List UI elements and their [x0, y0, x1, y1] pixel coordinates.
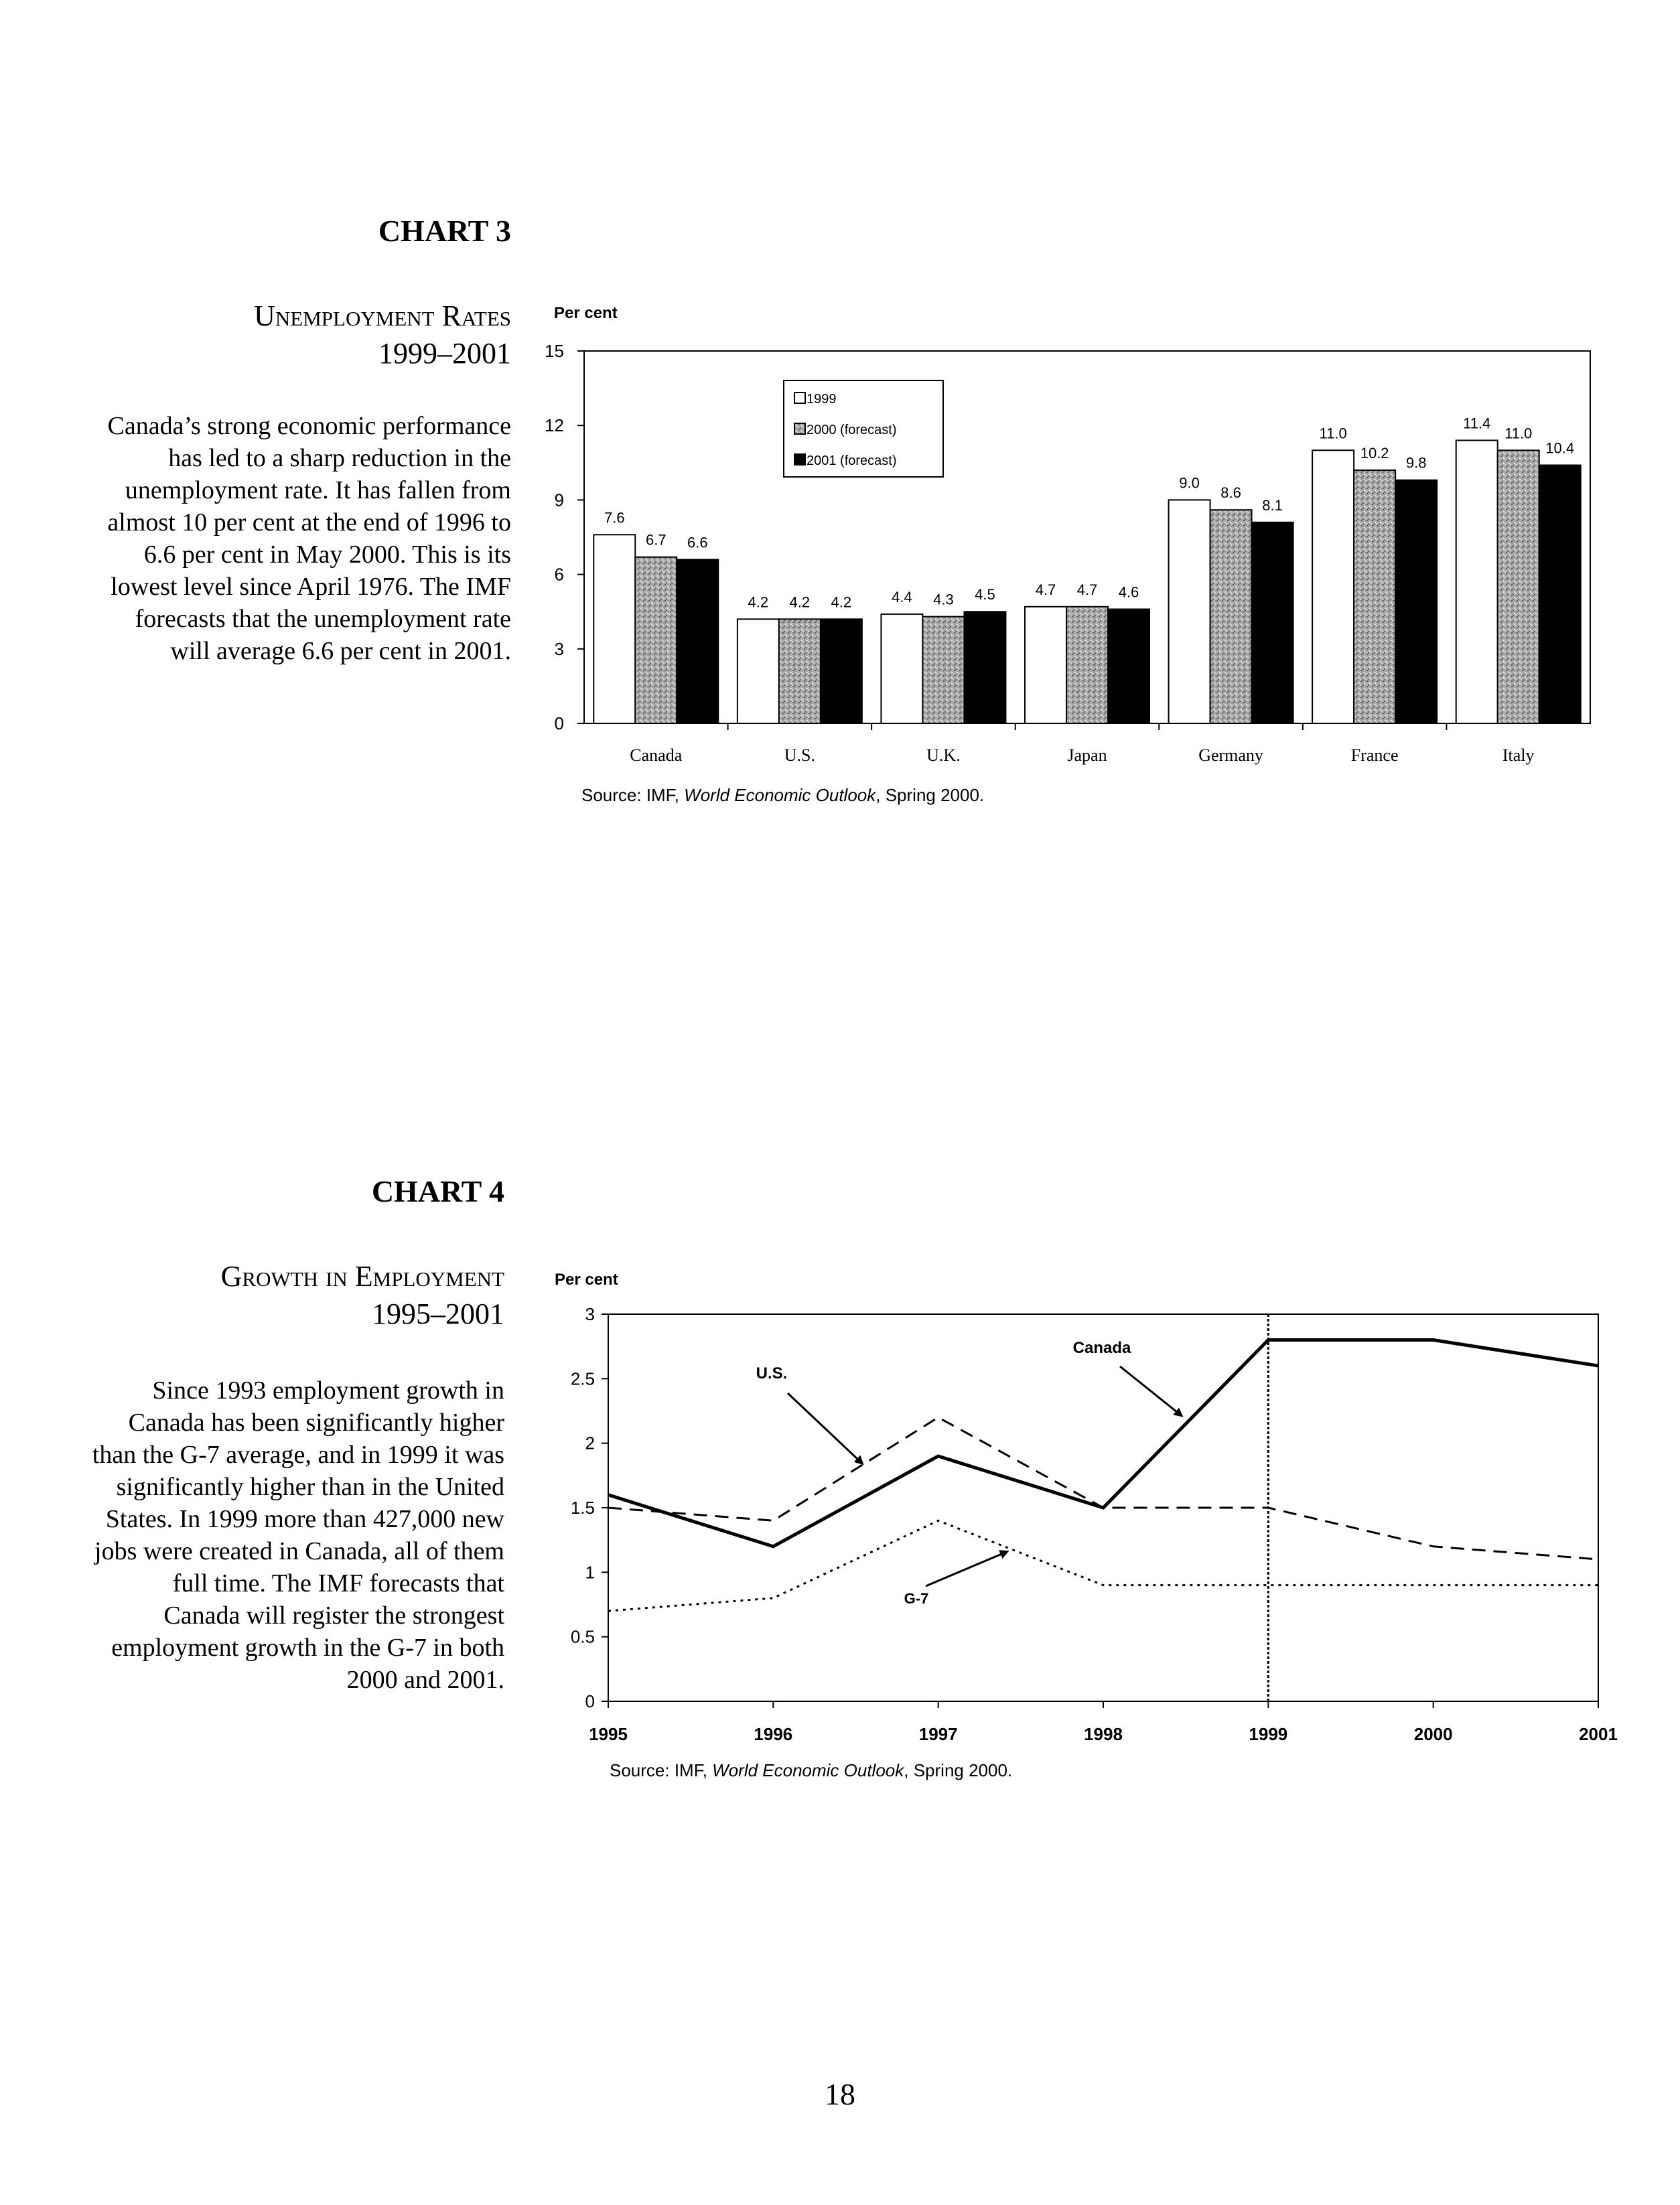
chart4-y-tick-label: 1: [585, 1562, 595, 1583]
chart4-y-tick-label: 1.5: [570, 1498, 595, 1518]
chart3-description-line: will average 6.6 per cent in 2001.: [170, 637, 511, 665]
chart3-legend-swatch: [794, 454, 805, 465]
chart3-data-label: 4.2: [831, 593, 852, 611]
chart4-line-us: [608, 1417, 1598, 1559]
chart3-bar: [821, 619, 862, 723]
chart4-arrow-us: [788, 1393, 863, 1464]
chart3-data-label: 4.5: [975, 586, 995, 603]
chart4-subtitle-line1: Growth in Employment: [220, 1260, 504, 1293]
chart3-x-tick-label: Germany: [1198, 745, 1263, 765]
chart4-y-axis-title: Per cent: [555, 1271, 618, 1289]
chart3-description-line: Canada’s strong economic performance: [107, 412, 511, 440]
chart4-y-tick-label: 2: [585, 1433, 595, 1453]
chart3-y-tick-label: 12: [545, 415, 564, 436]
chart4-description-line: than the G-7 average, and in 1999 it was: [92, 1441, 504, 1469]
chart3-bar: [1210, 510, 1252, 723]
chart3-bar: [1066, 607, 1108, 723]
chart4-y-tick-label: 3: [585, 1304, 595, 1324]
chart4-x-tick-label: 1997: [918, 1724, 958, 1744]
chart3-heading: CHART 3: [378, 214, 511, 248]
chart4-y-tick-label: 2.5: [570, 1368, 595, 1389]
chart4-description-line: Since 1993 employment growth in: [152, 1376, 504, 1405]
chart3-data-label: 4.4: [892, 588, 912, 606]
chart3-bar: [1498, 450, 1539, 723]
chart3-x-tick-label: U.S.: [784, 745, 815, 765]
chart3-legend-label: 2000 (forecast): [807, 423, 897, 437]
chart3-x-tick-label: France: [1350, 745, 1399, 765]
chart3-description-line: forecasts that the unemployment rate: [135, 605, 511, 633]
chart3-bar: [922, 617, 964, 723]
chart3-x-tick-label: Italy: [1502, 745, 1535, 765]
chart3-y-tick-label: 0: [554, 713, 564, 733]
chart3-legend-swatch: [794, 423, 805, 434]
chart4-y-tick-label: 0: [585, 1691, 595, 1711]
chart4-source: Source: IMF, World Economic Outlook, Spring 2000.: [610, 1760, 1013, 1780]
chart3-x-tick-label: Japan: [1067, 745, 1107, 765]
page-number: 18: [825, 2077, 855, 2111]
chart3-legend-label: 1999: [807, 392, 837, 407]
chart4-annotation-g7: G-7: [904, 1590, 929, 1607]
chart4-description-line: States. In 1999 more than 427,000 new: [105, 1505, 504, 1533]
chart3-data-label: 11.0: [1504, 425, 1533, 442]
chart3-data-label: 10.2: [1360, 444, 1389, 461]
chart3-data-label: 9.0: [1179, 474, 1200, 492]
chart4-y-tick-label: 0.5: [570, 1626, 595, 1647]
chart3-description-line: has led to a sharp reduction in the: [168, 444, 511, 472]
chart4-line-g7: [608, 1520, 1598, 1611]
chart3-y-tick-label: 3: [554, 638, 564, 659]
chart3-bar: [1354, 470, 1395, 723]
chart3-y-axis-title: Per cent: [554, 304, 618, 322]
chart3-y-tick-label: 9: [554, 490, 564, 510]
chart3-bar: [677, 559, 718, 723]
chart4-x-tick-label: 1999: [1249, 1724, 1288, 1744]
chart3-bar: [1252, 522, 1293, 723]
chart3-data-label: 7.6: [604, 509, 625, 526]
chart3-bar: [635, 557, 677, 723]
chart3-data-label: 8.6: [1220, 484, 1241, 502]
chart3-bar: [1456, 440, 1498, 723]
chart3-subtitle-line1: Unemployment Rates: [254, 299, 511, 332]
chart3-x-tick-label: U.K.: [926, 745, 961, 765]
chart3-bar: [593, 535, 635, 723]
chart4-annotation-canada: Canada: [1072, 1339, 1131, 1357]
chart3-data-label: 11.0: [1319, 425, 1347, 442]
chart3-data-label: 4.2: [748, 593, 769, 611]
chart3-data-label: 9.8: [1405, 454, 1427, 472]
chart3-bar: [1539, 466, 1581, 723]
chart4-x-tick-label: 1995: [589, 1724, 628, 1744]
chart3-legend-swatch: [794, 393, 805, 403]
chart3-subtitle-line2: 1999–2001: [378, 337, 511, 370]
chart3-data-label: 4.6: [1118, 583, 1139, 601]
chart4-description-line: significantly higher than in the United: [116, 1473, 504, 1501]
chart4-heading: CHART 4: [371, 1174, 504, 1208]
chart3-bar: [964, 612, 1005, 723]
chart4-description-line: Canada has been significantly higher: [128, 1409, 504, 1437]
chart4-description-line: employment growth in the G-7 in both: [111, 1634, 504, 1662]
chart4-description-line: Canada will register the strongest: [163, 1602, 504, 1630]
chart3-data-label: 8.1: [1262, 496, 1283, 514]
chart3-y-tick-label: 6: [554, 564, 564, 585]
chart3-y-tick-label: 15: [545, 341, 564, 361]
chart3-data-label: 6.6: [687, 534, 708, 551]
chart4-x-tick-label: 1996: [754, 1724, 793, 1744]
chart3-description-line: 6.6 per cent in May 2000. This is its: [143, 541, 511, 569]
chart4-description-line: full time. The IMF forecasts that: [172, 1569, 504, 1597]
chart3-data-label: 10.4: [1545, 439, 1575, 457]
chart3-x-tick-label: Canada: [630, 745, 683, 765]
chart3-bar: [1108, 609, 1149, 723]
chart3-data-label: 4.2: [789, 593, 811, 611]
chart4-arrow-canada: [1120, 1366, 1182, 1416]
chart4-annotation-us: U.S.: [756, 1364, 788, 1382]
chart3-legend-label: 2001 (forecast): [807, 453, 897, 468]
chart4-description-line: jobs were created in Canada, all of them: [94, 1537, 504, 1565]
chart3-description-line: almost 10 per cent at the end of 1996 to: [107, 508, 511, 537]
chart3-bar: [1395, 480, 1437, 723]
chart3-data-label: 6.7: [645, 531, 667, 549]
chart4-x-tick-label: 2001: [1579, 1724, 1618, 1744]
chart3-bar: [1312, 450, 1354, 723]
chart3-description-line: unemployment rate. It has fallen from: [125, 476, 511, 504]
chart4-subtitle-line2: 1995–2001: [372, 1297, 504, 1330]
chart3-bar: [779, 619, 821, 723]
chart3-data-label: 11.4: [1463, 415, 1491, 432]
chart3-bar: [1169, 500, 1210, 723]
chart3-data-label: 4.3: [933, 591, 954, 608]
chart3-bar: [881, 614, 922, 723]
chart4-x-tick-label: 1998: [1084, 1724, 1123, 1744]
chart4-arrow-g7: [926, 1551, 1007, 1586]
chart3-bar: [738, 619, 779, 723]
chart4-x-tick-label: 2000: [1413, 1724, 1453, 1744]
chart3-data-label: 4.7: [1076, 581, 1098, 598]
chart3-data-label: 4.7: [1035, 581, 1056, 598]
chart3-description-line: lowest level since April 1976. The IMF: [111, 573, 511, 601]
chart3-bar: [1025, 607, 1066, 723]
chart4-description-line: 2000 and 2001.: [346, 1666, 504, 1694]
chart3-source: Source: IMF, World Economic Outlook, Spring 2000.: [581, 785, 985, 805]
